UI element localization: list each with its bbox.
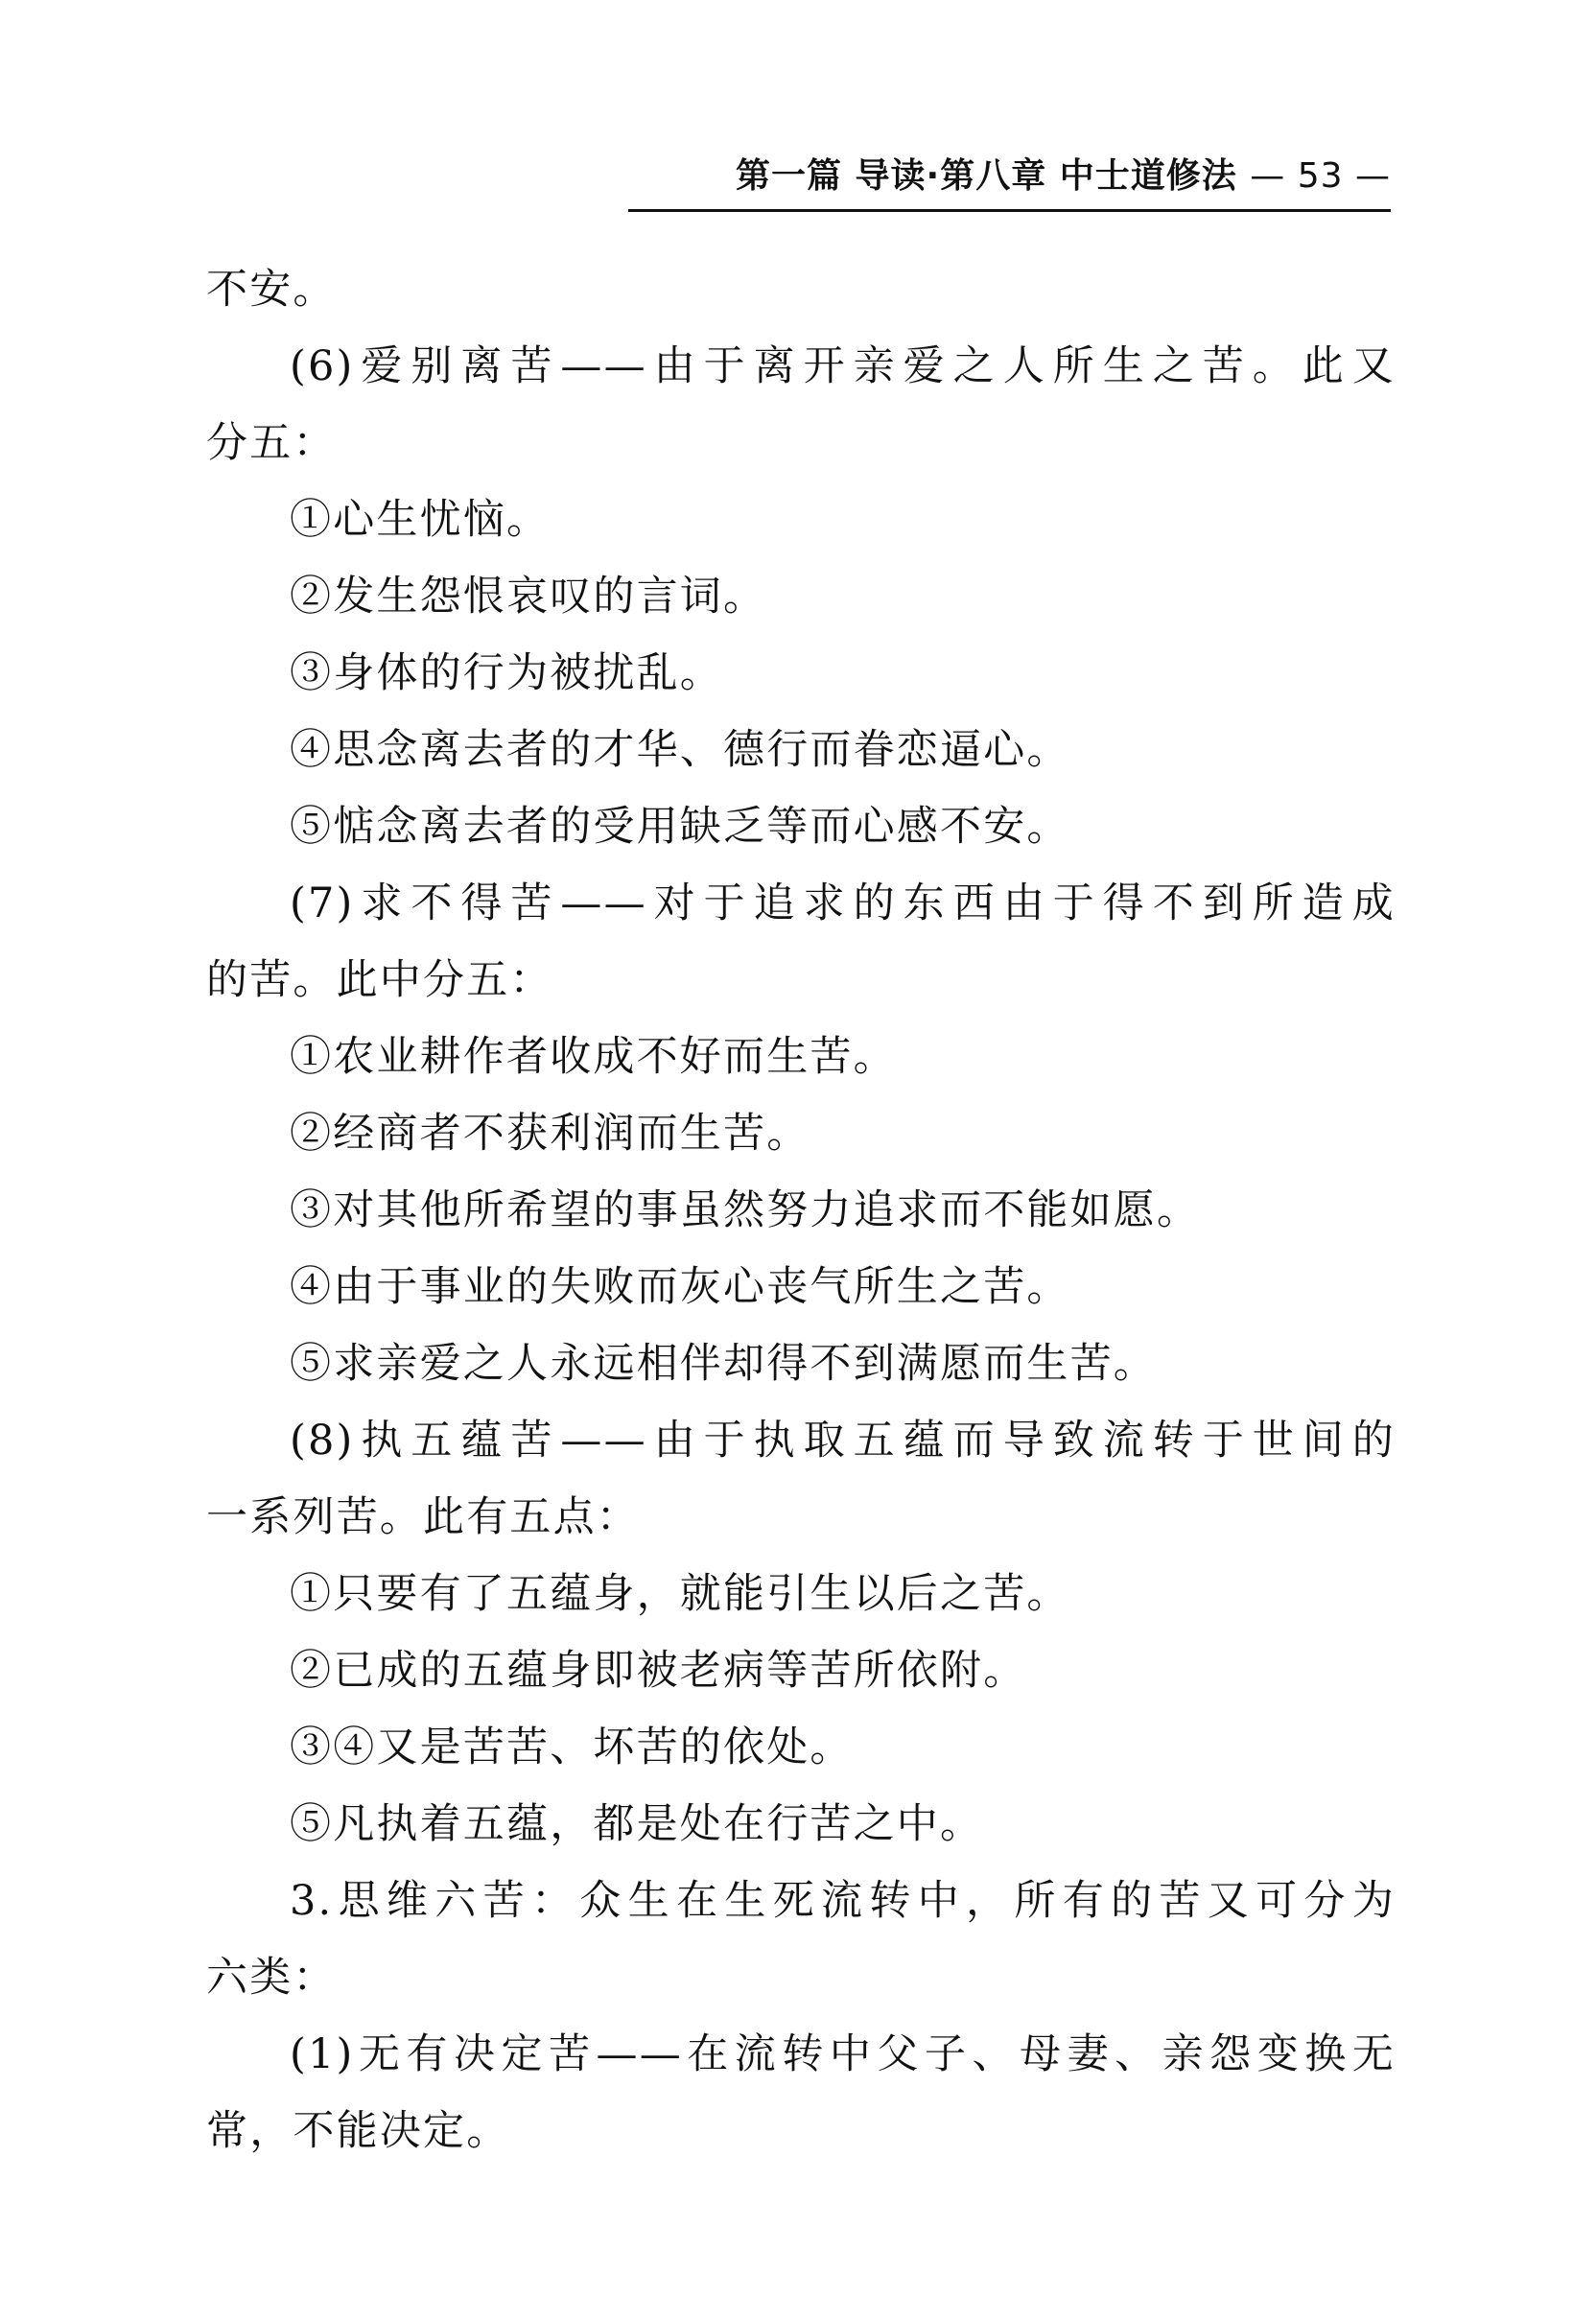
text-line: 一系列苦。此有五点： xyxy=(206,1493,640,1541)
text-line: 不安。 xyxy=(206,266,337,314)
list-item: ②已成的五蕴身即被老病等苦所依附。 xyxy=(290,1647,1027,1695)
page-number: — 53 — xyxy=(1250,156,1391,196)
text-line: 的苦。此中分五： xyxy=(206,956,553,1004)
text-line: 六类： xyxy=(206,1954,337,2002)
list-item: ③身体的行为被扰乱。 xyxy=(290,649,723,697)
list-item: ⑤凡执着五蕴，都是处在行苦之中。 xyxy=(290,1800,984,1848)
paragraph-line: (7)求不得苦——对于追求的东西由于得不到所造成 xyxy=(290,879,1396,927)
list-item: ②发生怨恨哀叹的言词。 xyxy=(290,573,767,621)
body-text xyxy=(206,251,1396,2169)
list-item: ④由于事业的失败而灰心丧气所生之苦。 xyxy=(290,1263,1070,1311)
list-item: ②经商者不获利润而生苦。 xyxy=(290,1110,810,1158)
list-item: ①农业耕作者收成不好而生苦。 xyxy=(290,1033,897,1081)
list-item: ①只要有了五蕴身，就能引生以后之苦。 xyxy=(290,1570,1070,1618)
paragraph-line: (8)执五蕴苦——由于执取五蕴而导致流转于世间的 xyxy=(290,1417,1396,1465)
list-item: ⑤求亲爱之人永远相伴却得不到满愿而生苦。 xyxy=(290,1340,1157,1388)
list-item: ③对其他所希望的事虽然努力追求而不能如愿。 xyxy=(290,1186,1201,1234)
list-item: ④思念离去者的才华、德行而眷恋逼心。 xyxy=(290,726,1070,774)
header-title: 第一篇 导读·第八章 中士道修法 xyxy=(736,156,1237,196)
list-item: ①心生忧恼。 xyxy=(290,496,551,544)
list-item: ⑤惦念离去者的受用缺乏等而心感不安。 xyxy=(290,803,1070,851)
text-line: 常，不能决定。 xyxy=(206,2107,510,2155)
running-header xyxy=(628,153,1391,212)
text-line: 分五： xyxy=(206,419,337,467)
paragraph-line: (1)无有决定苦——在流转中父子、母妻、亲怨变换无 xyxy=(290,2030,1396,2078)
list-item: ③④又是苦苦、坏苦的依处。 xyxy=(290,1724,854,1771)
paragraph-line: 3.思维六苦：众生在生死流转中，所有的苦又可分为 xyxy=(290,1877,1396,1925)
paragraph-line: (6)爱别离苦——由于离开亲爱之人所生之苦。此又 xyxy=(290,342,1396,390)
